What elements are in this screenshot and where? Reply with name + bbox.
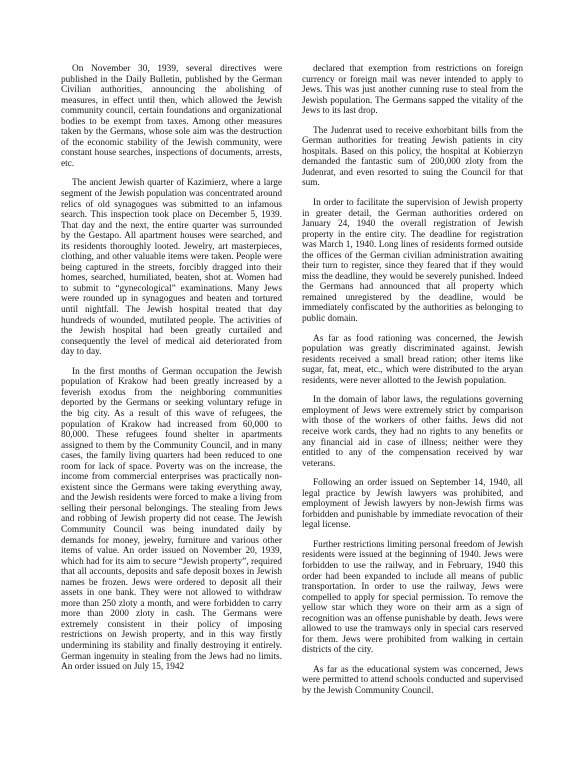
paragraph-tax-directives: On November 30, 1939, several directives were published in the Daily Bulletin, published by the German Civilian authorities, announcing the abolishing of measures, in effect until then, which allowed the Jewish community council, certain foundations and organizational bodies to be exempt from taxes. Among other measures taken by the Germans, whose sole aim was the destruction of the economic stability of the Jewish community, were constant house searches, inspections of documents, arrests, etc. xyxy=(61,64,282,169)
paragraph-kazimierz-search: The ancient Jewish quarter of Kazimierz, where a large segment of the Jewish population was concentrated around relics of old synagogues was submitted to an infamous search. This inspection took place on December 5, 1939. That day and the next, the entire quarter was surrounded by the Gestapo. All apartment houses were searched, and its residents thoroughly looted. Jewelry, art masterpieces, clothing, and other valuable items were taken. People were being captured in the streets, forcibly dragged into their homes, searched, humiliated, beaten, shot at. Women had to submit to “gynecological” examinations. Many Jews were rounded up in synagogues and beaten and tortured until nightfall. The Jewish hospital treated that day hundreds of wounded, mutilated people. The activities of the Jewish hospital had been greatly curtailed and consequently the level of medical aid deteriorated from day to day. xyxy=(61,178,282,358)
paragraph-hospital-bills: The Judenrat used to receive exhorbitant bills from the German authorities for treating Jewish patients in city hospitals. Based on this policy, the hospital at Kobierzyn demanded the fantastic sum of 200,000 zloty from the Judenrat, and even resorted to suing the Council for that sum. xyxy=(302,125,523,189)
paragraph-freedom-restrictions: Further restrictions limiting personal freedom of Jewish residents were issued at the beginning of 1940. Jews were forbidden to use the railway, and in February, 1940 this order had been expanded to include all means of public transportation. In order to use the railway, Jews were compelled to apply for special permission. To remove the yellow star which they wore on their arm as a sign of recognition was an offense punishable by death. Jews were allowed to use the tramways only in special cars reserved for them. Jews were prohibited from walking in certain districts of the city. xyxy=(302,539,523,656)
paragraph-lawyers: Following an order issued on September 14, 1940, all legal practice by Jewish lawyers was prohibited, and employment of Jewish lawyers by non-Jewish firms was forbidden and punishable by immediate revocation of their legal license. xyxy=(302,478,523,531)
paragraph-food-rationing: As far as food rationing was concerned, the Jewish population was greatly discriminated against. Jewish residents received a small bread ration; other items like sugar, fat, meat, etc., which were distributed to the aryan residents, were never allotted to the Jewish population. xyxy=(302,333,523,386)
paragraph-refugees-property: In the first months of German occupation the Jewish population of Krakow had been greatly increased by a feverish exodus from the neighboring communities deported by the Germans or seeking voluntary refuge in the big city. As a result of this wave of refugees, the population of Krakow had increased from 60,000 to 80,000. These refugees found shelter in apartments assigned to them by the Community Council, and in many cases, the family living quarters had been reduced to one room for lack of space. Poverty was on the increase, the income from commercial enterprises was practically non-existent since the Germans were taking everything away, and the Jewish residents were forced to make a living from selling their personal belongings. The stealing from Jews and robbing of Jewish property did not cease. The Jewish Community Council was being inundated daily by demands for money, jewelry, furniture and various other items of value. An order issued on November 20, 1939, which had for its aim to secure “Jewish property”, required that all accounts, deposits and safe deposit boxes in Jewish names be frozen. Jews were ordered to deposit all their assets in one bank. They were not allowed to withdraw more than 250 zloty a month, and were forbidden to carry more than 2000 zloty in cash. The Germans were extremely consistent in their policy of imposing restrictions on Jewish property, and in this way firstly undermining its stability and finally destroying it entirely. German ingenuity in stealing from the Jews had no limits. An order issued on July 15, 1942 xyxy=(61,366,282,673)
left-text-column xyxy=(61,64,282,682)
paragraph-education: As far as the educational system was concerned, Jews were permitted to attend schools conducted and supervised by the Jewish Community Council. xyxy=(302,664,523,696)
paragraph-labor-laws: In the domain of labor laws, the regulations governing employment of Jews were extremely strict by comparison with those of the workers of other faiths. Jews did not receive work cards, they had no rights to any benefits or any financial aid in case of illness; neither were they entitled to any of the compensation received by war veterans. xyxy=(302,395,523,469)
paragraph-property-registration: In order to facilitate the supervision of Jewish property in greater detail, the German authorities ordered on January 24, 1940 the overall registration of Jewish property in the entire city. The deadline for registration was March 1, 1940. Long lines of residents formed outside the offices of the German civilian administration awaiting their turn to register, since they feared that if they would miss the deadline, they would be severely punished. Indeed the Germans had announced that all property which remained unregistered by the deadline, would be immediately confiscated by the authorities as belonging to public domain. xyxy=(302,198,524,325)
right-text-column xyxy=(302,64,523,706)
paragraph-foreign-currency: declared that exemption from restrictions on foreign currency or foreign mail was never intended to apply to Jews. This was just another cunning ruse to steal from the Jewish population. The Germans sapped the vitality of the Jews to its last drop. xyxy=(302,64,523,117)
